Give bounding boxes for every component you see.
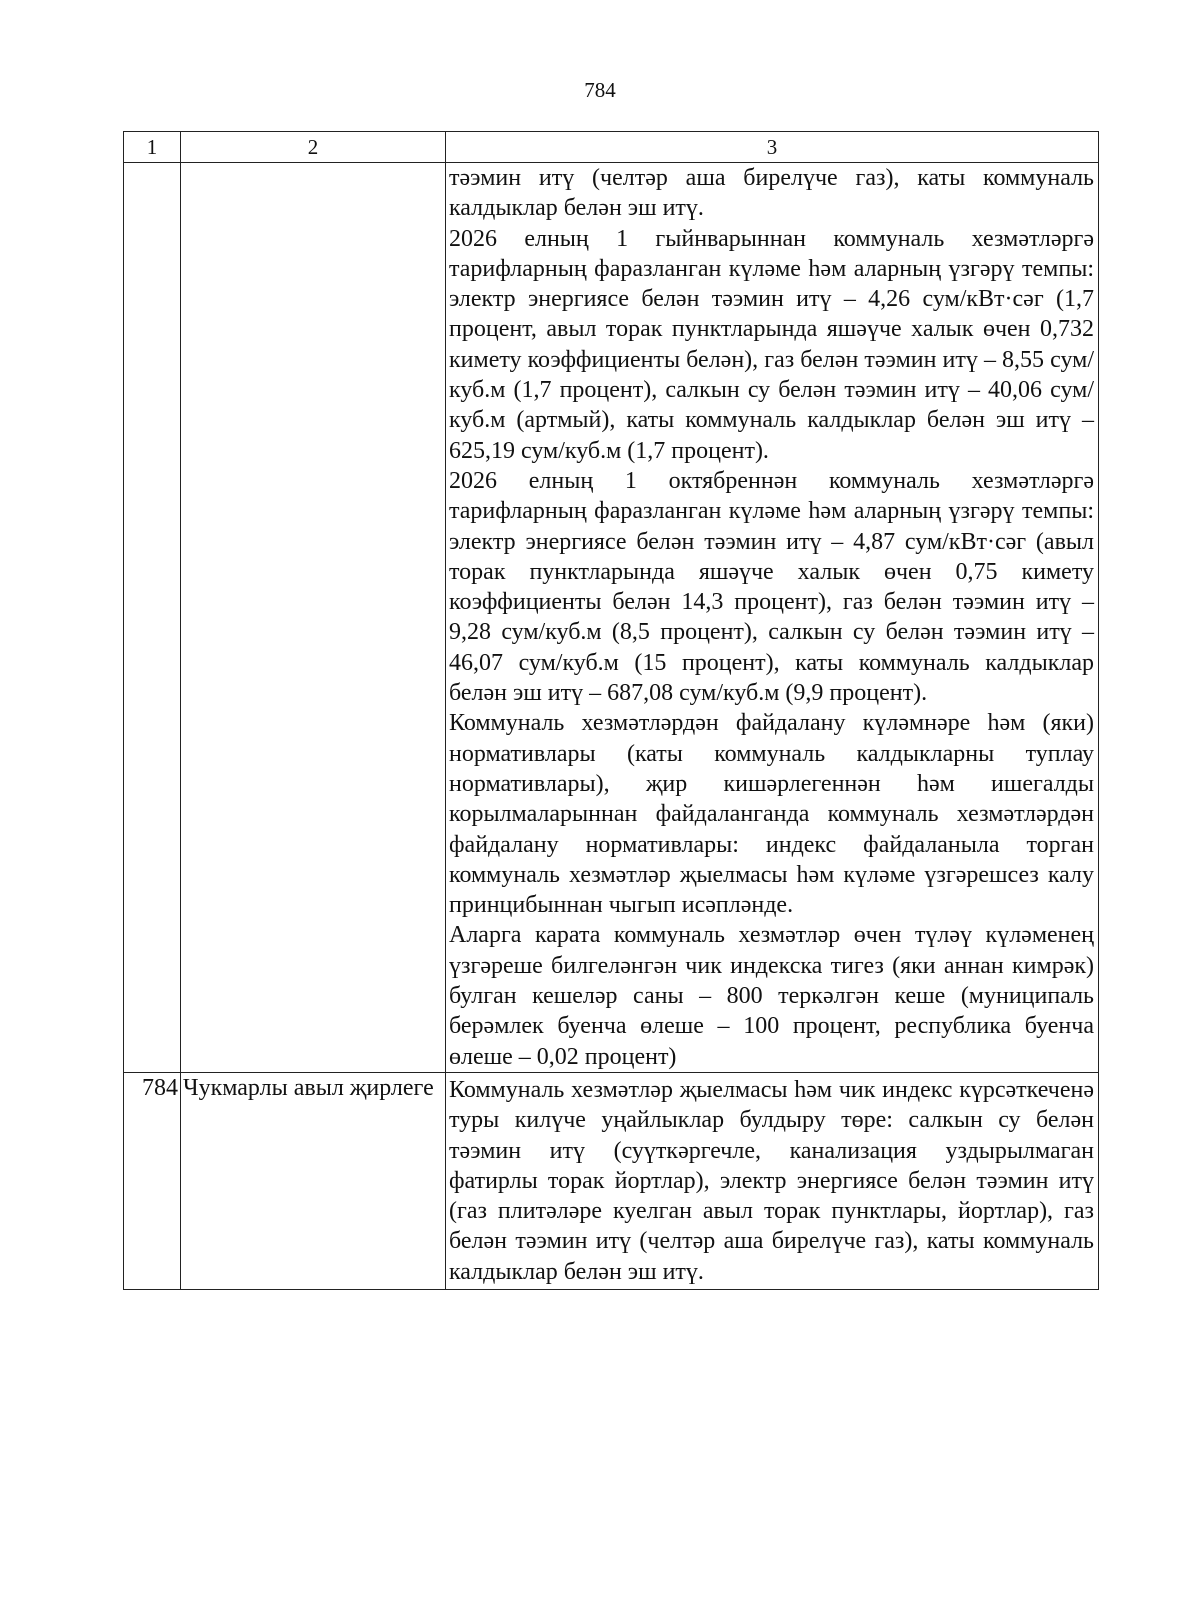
settlement-name <box>181 163 446 1073</box>
paragraph: Коммуналь хезмәтләрдән файдалану күләмнәре һәм (яки) нормативлары (каты коммуналь калдыкларны туплау нормативлары), җир кишәрлегеннән һәм ишегалды корылмаларыннан файдаланганда коммуналь хезмәтләрдән файдалану нормативлары: индекс файдаланыла торган коммуналь хезмәтләр җыелмасы һәм күләме үзгәрешсез калу принцибыннан чыгып исәпләнде. <box>449 710 1094 919</box>
table-row <box>124 1072 1099 1289</box>
paragraph: тәэмин итү (челтәр аша бирелүче газ), каты коммуналь калдыклар белән эш итү. <box>449 165 1094 222</box>
paragraph: 2026 елның 1 октябреннән коммуналь хезмәтләргә тарифларның фаразланган күләме һәм аларның үзгәрү темпы: электр энергиясе белән тәэмин итү – 4,87 сум/кВт·сәг (авыл торак пунктларында яшәүче халык өчен 0,75 кимету коэффициенты белән 14,3 процент), газ белән тәэмин итү – 9,28 сум/куб.м (8,5 процент), салкын су белән тәэмин итү – 46,07 сум/куб.м (15 процент), каты коммуналь калдыклар белән эш итү – 687,08 сум/куб.м (9,9 процент). <box>449 467 1094 707</box>
row-number: 784 <box>124 1072 181 1289</box>
header-col-1: 1 <box>124 132 181 163</box>
header-col-3: 3 <box>446 132 1099 163</box>
row-description <box>446 163 1099 1073</box>
paragraph: Коммуналь хезмәтләр җыелмасы һәм чик индекс күрсәткеченә туры килүче уңайлыклар булдыру төре: салкын су белән тәэмин итү (суүткәргечле, канализация уздырылмаган фатирлы торак йортлар), электр энергиясе белән тәэмин итү (газ плитәләре куелган авыл торак пунктлары, йортлар), газ белән тәэмин итү (челтәр аша бирелүче газ), каты коммуналь калдыклар белән эш итү. <box>449 1076 1094 1285</box>
table-header-row <box>124 132 1099 163</box>
settlement-name: Чукмарлы авыл җирлеге <box>181 1072 446 1289</box>
municipality-table <box>123 131 1099 1290</box>
row-number <box>124 163 181 1073</box>
table-row <box>124 163 1099 1073</box>
paragraph: 2026 елның 1 гыйнварыннан коммуналь хезмәтләргә тарифларның фаразланган күләме һәм аларның үзгәрү темпы: электр энергиясе белән тәэмин итү – 4,26 сум/кВт·сәг (1,7 процент, авыл торак пунктларында яшәүче халык өчен 0,732 кимету коэффициенты белән), газ белән тәэмин итү – 8,55 сум/куб.м (1,7 процент), салкын су белән тәэмин итү – 40,06 сум/куб.м (артмый), каты коммуналь калдыклар белән эш итү – 625,19 сум/куб.м (1,7 процент). <box>449 225 1094 464</box>
paragraph: Аларга карата коммуналь хезмәтләр өчен түләү күләменең үзгәреше билгеләнгән чик индекска тигез (яки аннан кимрәк) булган кешеләр саны – 800 теркәлгән кеше (муниципаль берәмлек буенча өлеше – 100 процент, республика буенча өлеше – 0,02 процент) <box>449 922 1094 1070</box>
header-col-2: 2 <box>181 132 446 163</box>
page-number: 784 <box>584 78 616 102</box>
row-description <box>446 1072 1099 1289</box>
